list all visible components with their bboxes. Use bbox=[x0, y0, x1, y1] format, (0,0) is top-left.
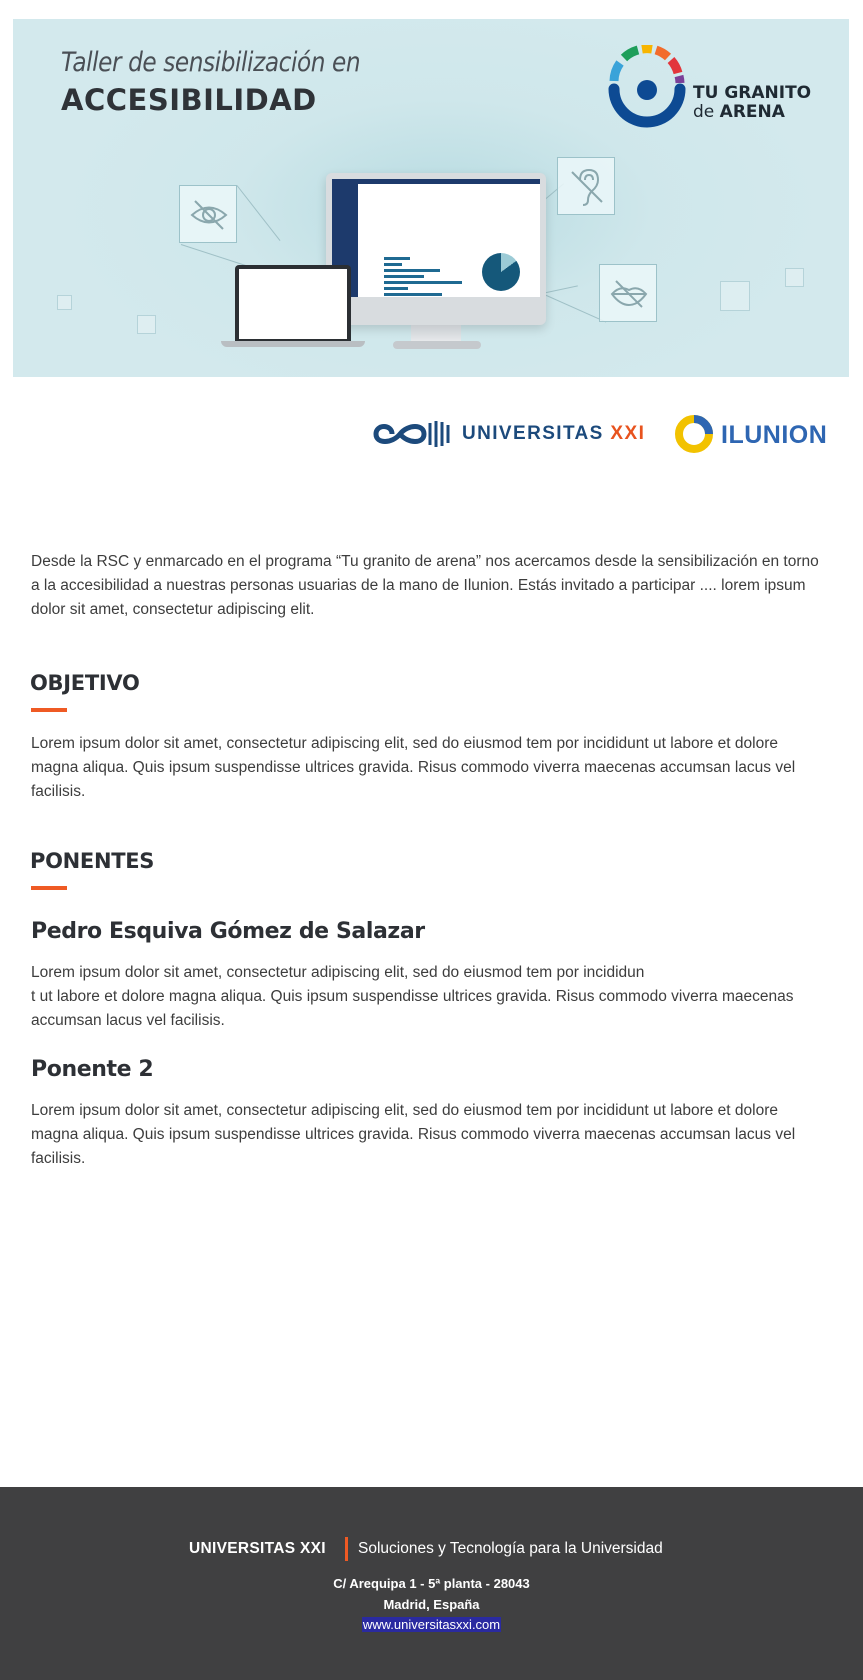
decor-square bbox=[57, 295, 72, 310]
hero-subtitle: Taller de sensibilización en bbox=[61, 47, 361, 78]
brand-line-2 bbox=[693, 103, 811, 122]
infinity-icon bbox=[370, 418, 456, 450]
decor-square bbox=[785, 268, 804, 287]
decor-square bbox=[137, 315, 156, 334]
ilunion-ring-icon bbox=[673, 413, 715, 455]
ilunion-wordmark: ILUNION bbox=[721, 421, 828, 449]
eye-slash-icon bbox=[180, 186, 238, 244]
ponentes-heading: PONENTES bbox=[30, 849, 155, 873]
footer-brand: UNIVERSITAS XXI bbox=[189, 1540, 326, 1557]
tu-granito-logo bbox=[606, 45, 826, 137]
speaker-1-bio bbox=[31, 961, 821, 1033]
universitas-wordmark bbox=[462, 423, 645, 445]
speaker-1-name: Pedro Esquiva Gómez de Salazar bbox=[31, 919, 425, 944]
laptop-screenshot bbox=[239, 269, 347, 339]
speaker-1-bio-line-1: Lorem ipsum dolor sit amet, consectetur adipiscing elit, sed do eiusmod tem por incididun bbox=[31, 964, 645, 981]
ux-name: UNIVERSITAS bbox=[462, 423, 604, 444]
monitor-base bbox=[393, 341, 481, 349]
laptop-illustration bbox=[235, 265, 351, 343]
ear-slash-icon bbox=[558, 158, 616, 216]
speaker-1-bio-line-2: t ut labore et dolore magna aliqua. Quis ipsum suspendisse ultrices gravida. Risus commodo viverra maecenas accumsan lacus vel facilisis. bbox=[31, 988, 794, 1029]
hero-title: ACCESIBILIDAD bbox=[61, 83, 317, 117]
hero-banner bbox=[13, 19, 849, 377]
desktop-monitor-illustration bbox=[326, 173, 546, 325]
footer-url bbox=[0, 1617, 863, 1632]
speaker-2-bio: Lorem ipsum dolor sit amet, consectetur adipiscing elit, sed do eiusmod tem por incididunt ut labore et dolore magna aliqua. Quis ipsum suspendisse ultrices gravida. Risus commodo viverra maecenas accumsan lacus vel facilisis. bbox=[31, 1102, 796, 1167]
brand-line-2-bold: ARENA bbox=[719, 102, 785, 122]
speech-icon-box bbox=[599, 264, 657, 322]
ponentes-underline bbox=[31, 886, 67, 890]
brand-line-1: TU GRANITO bbox=[693, 83, 812, 103]
dashboard-screenshot bbox=[332, 179, 540, 297]
footer-address-line-1: C/ Arequipa 1 - 5ª planta - 28043 bbox=[333, 1576, 530, 1591]
granito-ring-icon bbox=[606, 45, 686, 135]
footer bbox=[0, 1487, 863, 1680]
intro-paragraph: Desde la RSC y enmarcado en el programa “Tu granito de arena” nos acercamos desde la sensibilización en torno a la accesibilidad a nuestras personas usuarias de la mano de Ilunion. Estás invitado a participar .... lorem ipsum dolor sit amet, consectetur adipiscing elit. bbox=[31, 553, 819, 618]
ilunion-logo bbox=[673, 413, 833, 455]
objetivo-underline bbox=[31, 708, 67, 712]
universitas-xxi-logo bbox=[370, 418, 646, 450]
objetivo-heading: OBJETIVO bbox=[30, 671, 140, 695]
speaker-2-name: Ponente 2 bbox=[31, 1057, 154, 1082]
lips-slash-icon bbox=[600, 265, 658, 323]
hearing-icon-box bbox=[557, 157, 615, 215]
footer-separator bbox=[345, 1537, 348, 1561]
footer-website-link[interactable]: www.universitasxxi.com bbox=[362, 1617, 501, 1632]
footer-tagline: Soluciones y Tecnología para la Universidad bbox=[358, 1540, 663, 1557]
vision-icon-box bbox=[179, 185, 237, 243]
connector-line bbox=[181, 244, 246, 266]
decor-square bbox=[720, 281, 750, 311]
ux-suffix: XXI bbox=[610, 423, 646, 444]
objetivo-paragraph: Lorem ipsum dolor sit amet, consectetur adipiscing elit, sed do eiusmod tem por incididunt ut labore et dolore magna aliqua. Quis ipsum suspendisse ultrices gravida. Risus commodo viverra maecenas accumsan lacus vel facilisis. bbox=[31, 735, 796, 800]
footer-address-line-2: Madrid, España bbox=[383, 1597, 480, 1612]
brand-line-2-prefix: de bbox=[693, 102, 715, 122]
laptop-base bbox=[221, 341, 365, 347]
connector-line bbox=[237, 185, 281, 241]
tu-granito-wordmark bbox=[693, 84, 811, 122]
